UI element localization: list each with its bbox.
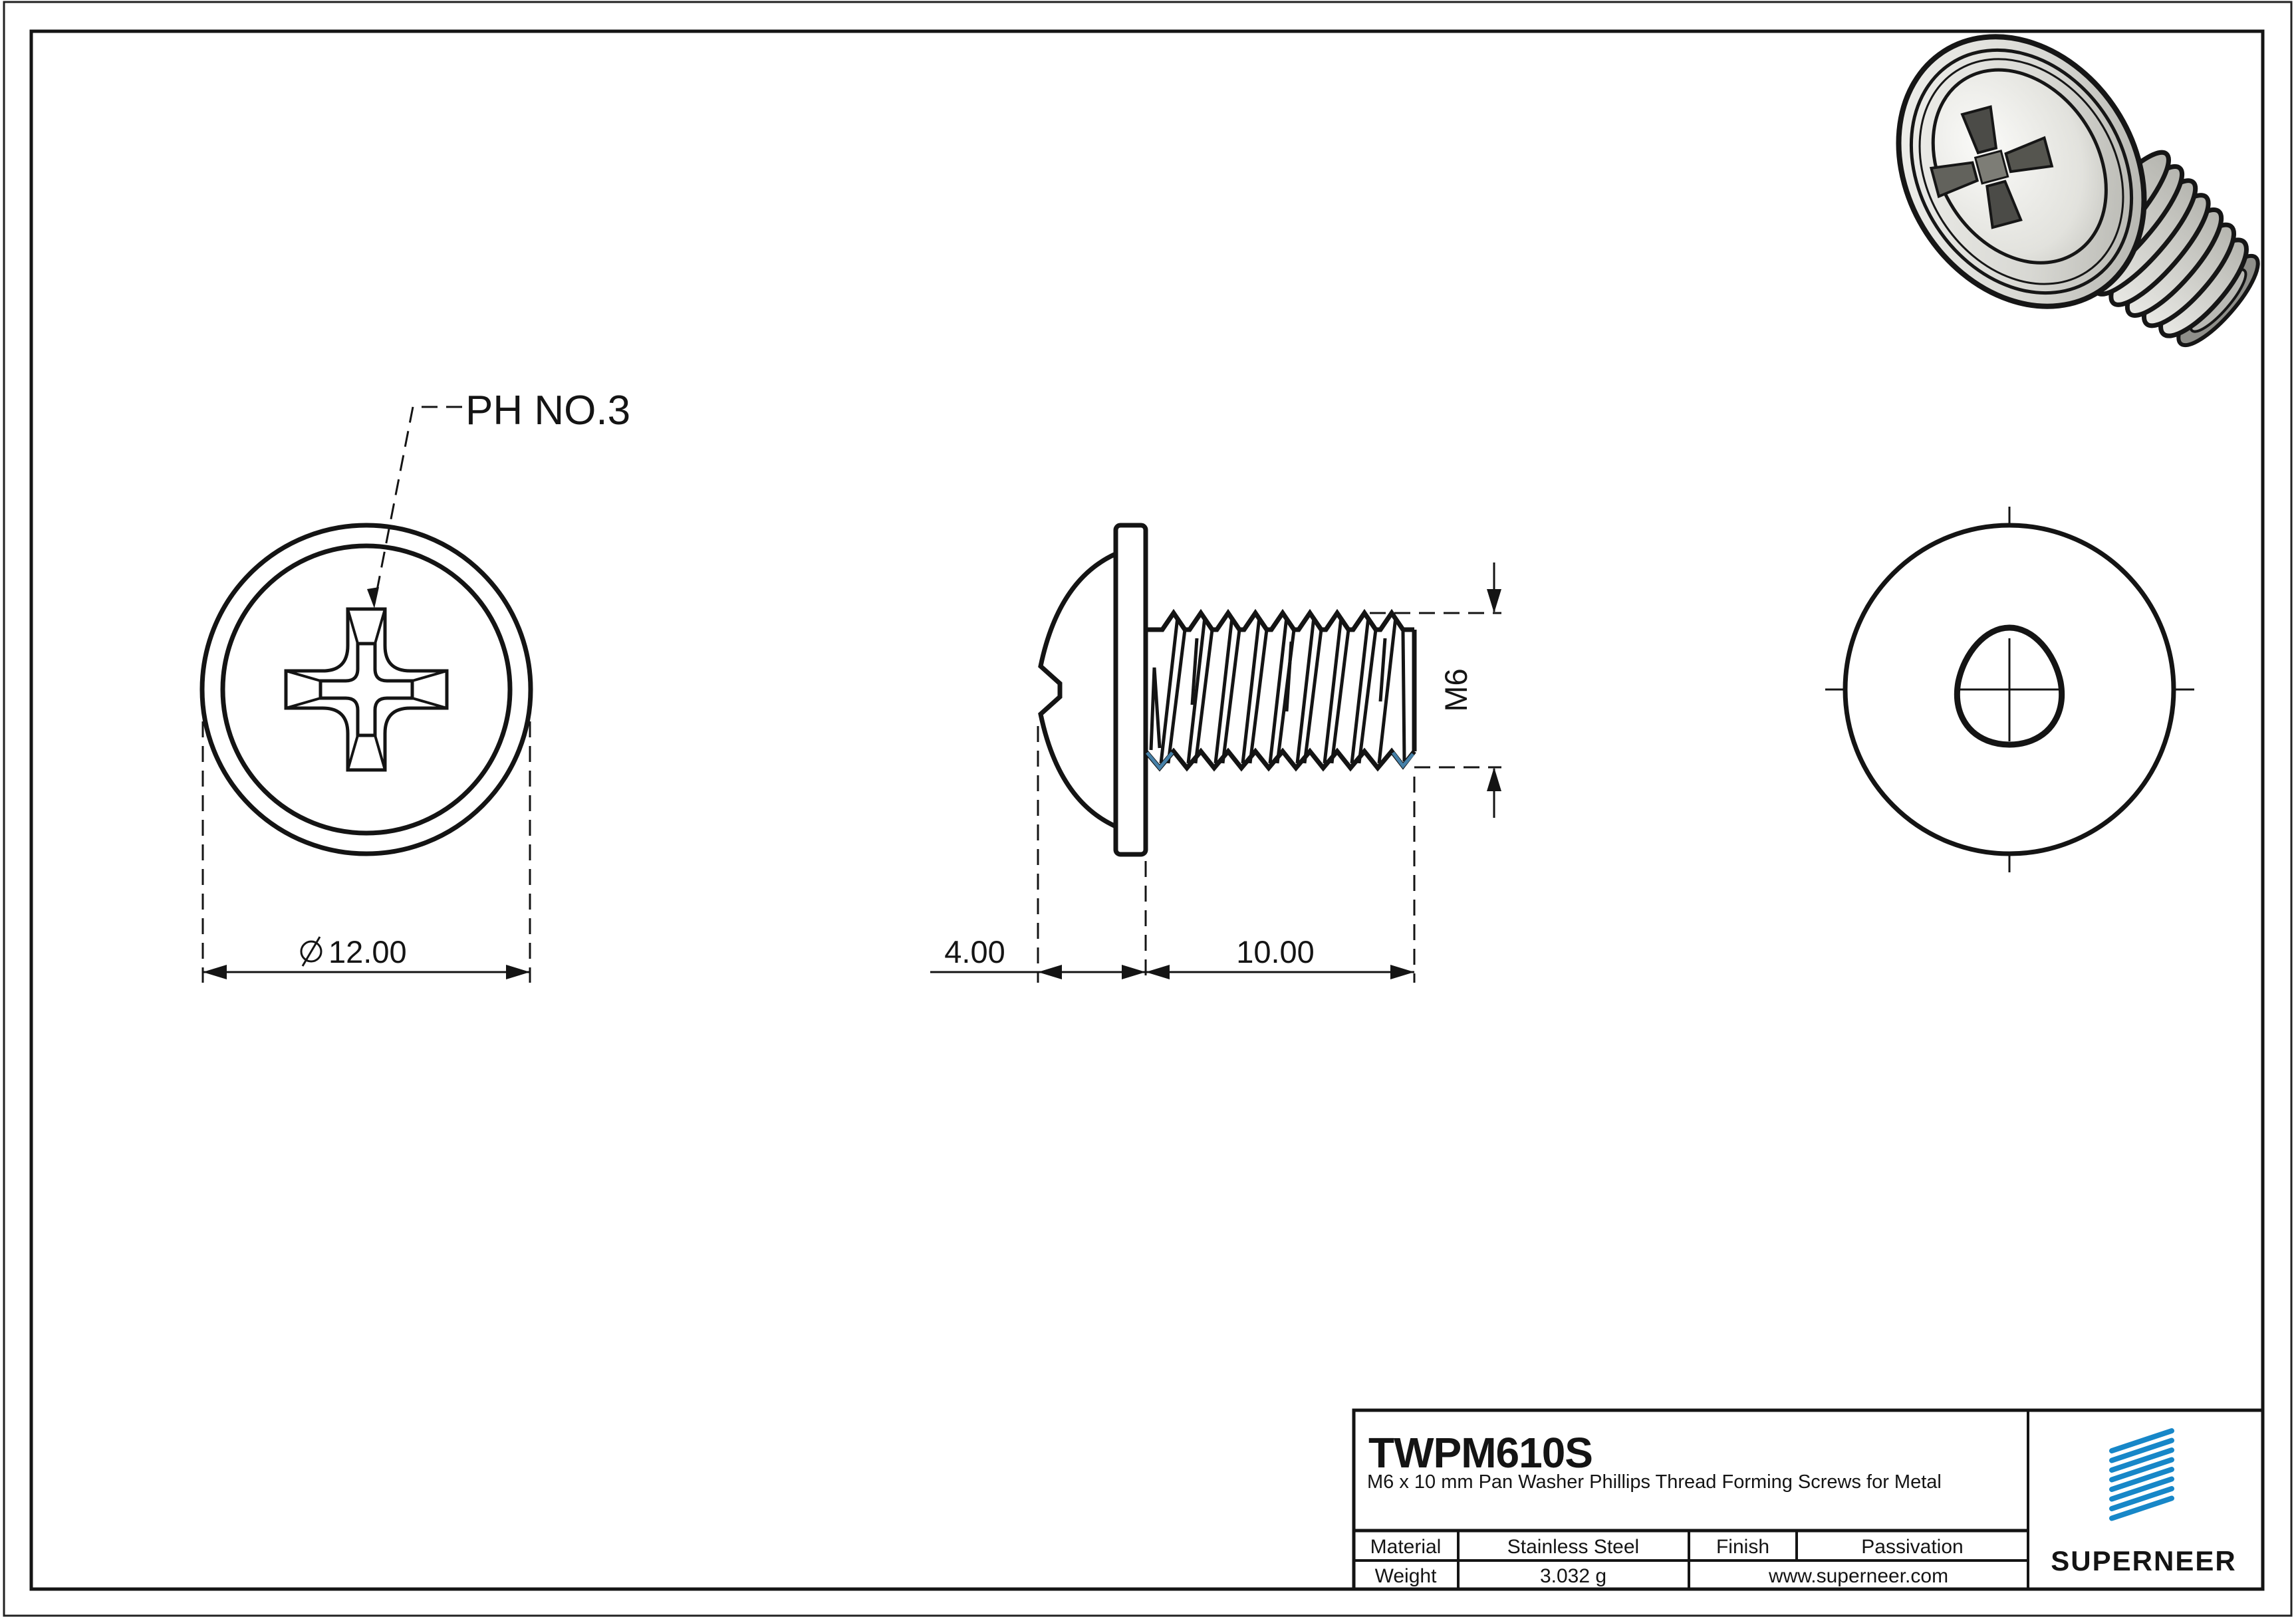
title-block [1354,1410,2263,1589]
part-description: M6 x 10 mm Pan Washer Phillips Thread Forming Screws for Metal [1367,1471,1942,1493]
back-view [1825,507,2194,872]
thread-flank-lines [1161,617,1404,763]
phillips-callout-label: PH NO.3 [465,388,631,434]
head-dome-profile [1041,554,1116,826]
website-link[interactable]: www.superneer.com [1768,1565,1949,1587]
thread-length-value: 10.00 [1236,934,1315,969]
part-number: TWPM610S [1368,1429,1593,1477]
callout-leader [367,407,462,608]
finish-value: Passivation [1861,1536,1964,1558]
front-view [202,388,630,983]
material-value: Stainless Steel [1507,1536,1640,1558]
material-label: Material [1370,1536,1442,1558]
head-height-value: 4.00 [944,934,1005,969]
side-view [930,525,1501,983]
thread-profile [1146,613,1414,768]
phillips-recess-outer [286,609,447,770]
finish-label: Finish [1716,1536,1770,1558]
front-diameter-value: 12.00 [328,934,407,969]
weight-label: Weight [1374,1565,1437,1587]
washer-flange [1116,525,1146,854]
thread-length-dimension [1146,777,1414,983]
brand-name: SUPERNEER [2051,1545,2237,1576]
leader-arrowhead [367,587,379,608]
weight-value: 3.032 g [1539,1565,1607,1587]
thread-size-dimension [1370,562,1501,818]
thread-size-value: M6 [1438,668,1473,712]
screw-3d-render [1849,0,2269,355]
diameter-symbol [301,937,321,966]
